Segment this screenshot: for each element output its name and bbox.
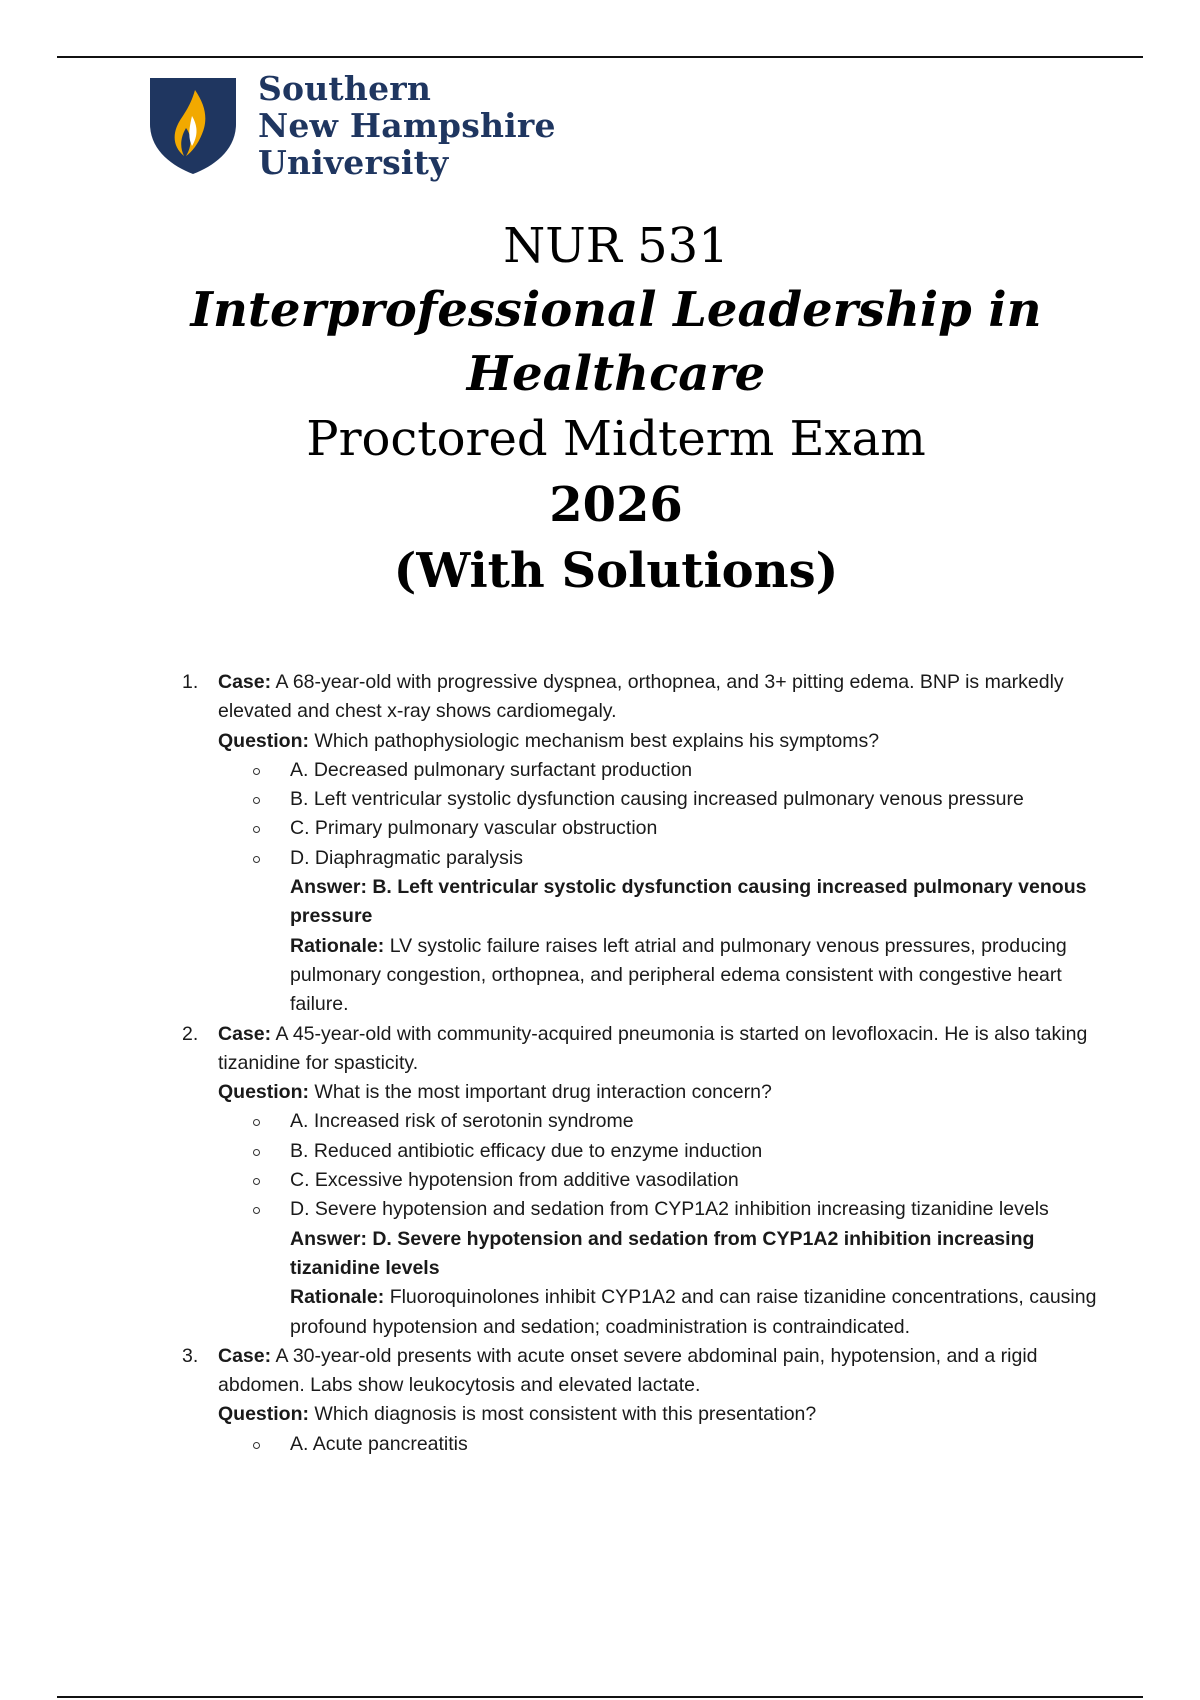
option-item <box>218 756 1100 785</box>
course-code: NUR 531 <box>503 218 729 274</box>
bullet-icon <box>253 1442 260 1449</box>
question-item <box>180 668 1100 1020</box>
option-text: D. Diaphragmatic paralysis <box>290 846 524 869</box>
question-item <box>180 1342 1100 1459</box>
university-logo <box>148 69 556 184</box>
case-body: A 30-year-old presents with acute onset severe abdominal pain, hypotension, and a rigid abdomen. Labs show leukocytosis and elevated lactate. <box>218 1344 1038 1397</box>
case-text <box>218 1342 1100 1401</box>
option-text: D. Severe hypotension and sedation from CYP1A2 inhibition increasing tizanidine levels <box>290 1198 1049 1221</box>
question-label: Question: <box>218 729 309 752</box>
bullet-icon <box>253 797 260 804</box>
option-list <box>218 756 1100 873</box>
exam-title: Proctored Midterm Exam <box>306 411 926 467</box>
option-text: C. Primary pulmonary vascular obstruction <box>290 817 658 840</box>
question-number: 1. <box>182 671 199 693</box>
bullet-icon <box>253 856 260 863</box>
title-block <box>0 214 1200 604</box>
question-body: Which diagnosis is most consistent with this presentation? <box>314 1403 817 1426</box>
rationale-body: Fluoroquinolones inhibit CYP1A2 and can raise tizanidine concentrations, causing profound hypotension and sedation; coadministration is contraindicated. <box>290 1286 1097 1338</box>
question-list <box>180 668 1100 1459</box>
option-item <box>218 1430 1100 1459</box>
bullet-icon <box>253 1178 260 1185</box>
question-label: Question: <box>218 1403 309 1426</box>
exam-year: 2026 <box>549 477 683 533</box>
bullet-icon <box>253 1119 260 1126</box>
question-text <box>218 1078 1100 1107</box>
logo-wordmark <box>258 70 556 181</box>
option-text: A. Decreased pulmonary surfactant production <box>290 758 693 781</box>
case-body: A 68-year-old with progressive dyspnea, orthopnea, and 3+ pitting edema. BNP is markedly elevated and chest x-ray shows cardiomegaly. <box>218 671 1064 723</box>
case-body: A 45-year-old with community-acquired pneumonia is started on levofloxacin. He is also taking tizanidine for spasticity. <box>218 1022 1088 1074</box>
rationale-label: Rationale: <box>290 1286 385 1309</box>
question-item <box>180 1020 1100 1342</box>
question-body: Which pathophysiologic mechanism best explains his symptoms? <box>314 729 880 752</box>
option-text: C. Excessive hypotension from additive vasodilation <box>290 1169 739 1192</box>
bullet-icon <box>253 1207 260 1214</box>
question-text <box>218 727 1100 756</box>
question-label: Question: <box>218 1081 309 1104</box>
bullet-icon <box>253 826 260 833</box>
case-label: Case: <box>218 1022 272 1045</box>
option-item <box>218 1195 1100 1224</box>
option-item <box>218 1107 1100 1136</box>
case-label: Case: <box>218 1344 272 1367</box>
option-text: A. Increased risk of serotonin syndrome <box>290 1110 634 1133</box>
course-title-line-1: Interprofessional Leadership in <box>190 282 1042 338</box>
option-text: B. Reduced antibiotic efficacy due to enzyme induction <box>290 1139 763 1162</box>
bottom-rule <box>57 1696 1143 1698</box>
bullet-icon <box>253 1149 260 1156</box>
option-item <box>218 1137 1100 1166</box>
answer-body: Answer: D. Severe hypotension and sedation from CYP1A2 inhibition increasing tizanidine levels <box>290 1227 1035 1279</box>
bullet-icon <box>253 768 260 775</box>
question-text <box>218 1400 1100 1429</box>
option-item <box>218 814 1100 843</box>
question-number: 2. <box>182 1022 199 1045</box>
option-text: A. Acute pancreatitis <box>290 1432 468 1455</box>
answer-body: Answer: B. Left ventricular systolic dysfunction causing increased pulmonary venous pressure <box>290 876 1087 928</box>
option-item <box>218 844 1100 873</box>
option-list <box>218 1107 1100 1224</box>
answer-text <box>218 1225 1100 1284</box>
option-text: B. Left ventricular systolic dysfunction causing increased pulmonary venous pressure <box>290 788 1024 811</box>
solutions-note: (With Solutions) <box>393 543 839 599</box>
case-text <box>218 668 1100 727</box>
top-rule <box>57 56 1143 58</box>
rationale-label: Rationale: <box>290 934 385 957</box>
case-text <box>218 1020 1100 1079</box>
rationale-body: LV systolic failure raises left atrial and pulmonary venous pressures, producing pulmonary congestion, orthopnea, and peripheral edema consistent with congestive heart failure. <box>290 934 1067 1016</box>
option-list <box>218 1430 1100 1459</box>
rationale-text <box>218 932 1100 1020</box>
rationale-text <box>218 1283 1100 1342</box>
option-item <box>218 785 1100 814</box>
shield-flame-icon <box>148 76 238 176</box>
course-title-line-2: Healthcare <box>466 346 766 402</box>
answer-text <box>218 873 1100 932</box>
logo-line-1: Southern <box>258 69 432 108</box>
logo-line-2: New Hampshire <box>258 106 556 145</box>
question-body: What is the most important drug interaction concern? <box>314 1081 772 1104</box>
case-label: Case: <box>218 671 272 693</box>
logo-line-3: University <box>258 143 449 182</box>
question-number: 3. <box>182 1344 199 1367</box>
option-item <box>218 1166 1100 1195</box>
